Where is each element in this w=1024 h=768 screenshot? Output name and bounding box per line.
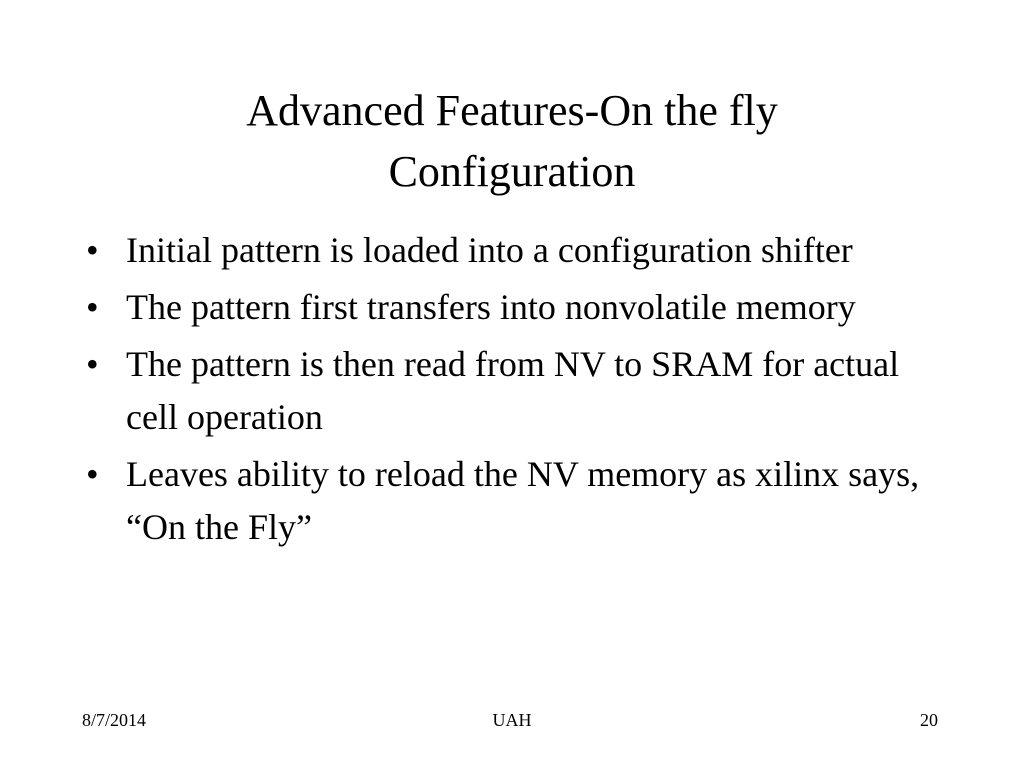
slide-title-line-1: Advanced Features-On the fly bbox=[246, 86, 778, 135]
bullet-text: Leaves ability to reload the NV memory as xilinx says, “On the Fly” bbox=[126, 454, 920, 547]
bullet-text: The pattern is then read from NV to SRAM for actual cell operation bbox=[126, 344, 900, 437]
bullet-item bbox=[78, 448, 948, 554]
bullet-list bbox=[78, 224, 948, 558]
bullet-text: The pattern first transfers into nonvolatile memory bbox=[126, 287, 856, 327]
bullet-marker: • bbox=[86, 454, 99, 494]
footer-date: 8/7/2014 bbox=[82, 710, 147, 730]
slide-title bbox=[80, 80, 944, 202]
bullet-item bbox=[78, 338, 948, 444]
bullet-marker: • bbox=[86, 287, 99, 327]
bullet-item bbox=[78, 281, 948, 334]
bullet-marker: • bbox=[86, 344, 99, 384]
bullet-item bbox=[78, 224, 948, 277]
footer-org: UAH bbox=[492, 710, 532, 730]
footer-page-number: 20 bbox=[920, 710, 938, 730]
bullet-text: Initial pattern is loaded into a configuration shifter bbox=[126, 230, 853, 270]
slide-title-line-2: Configuration bbox=[388, 147, 636, 196]
bullet-marker: • bbox=[86, 230, 99, 270]
